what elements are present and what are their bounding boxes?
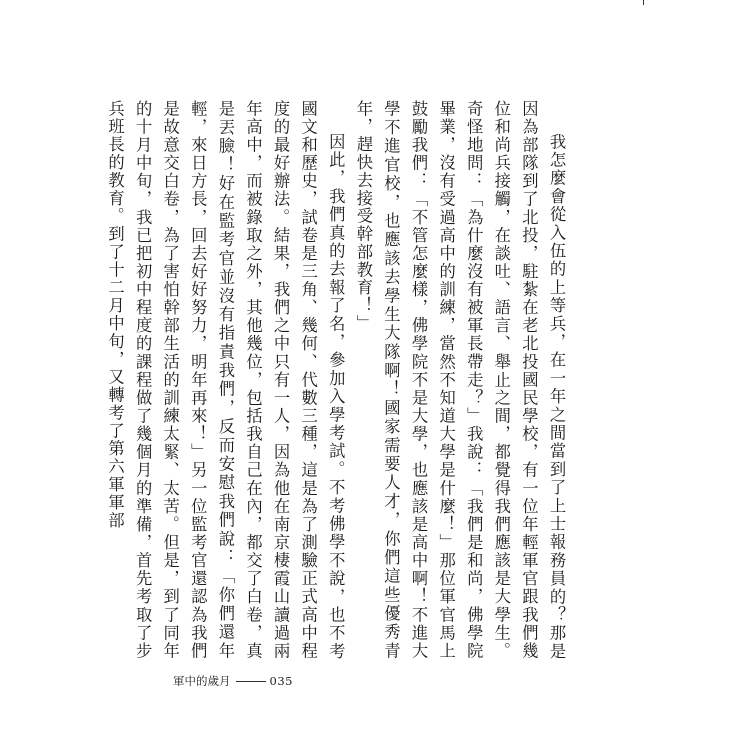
running-chapter-title: 軍中的歲月 bbox=[173, 674, 231, 688]
page-footer bbox=[173, 673, 293, 689]
vertical-text-body bbox=[105, 100, 570, 660]
paragraph-2: 因此，我們真的去報了名，參加入學考試。不考佛學不說，也不考國文和歷史，試卷是三角、幾何、代數三種，這是為了測驗正式高中程度的最好辦法。結果，我們之中只有一人，因為他在南京棲霞山讀過兩年高中，而被錄取之外，其他幾位，包括我自己在內，都交了白卷，真是丟臉！好在監考官並沒有指責我們，反而安慰我們說：「你們還年輕，來日方長，回去好好努力，明年再來！」另一位監考官還認為我們是故意交白卷，為了害怕幹部生活的訓練太緊、太苦。但是，到了同年的十月中旬，我已把初中程度的課程做了幾個月的準備，首先考取了步兵班長的教育。到了十二月中旬，又轉考了第六軍軍部 bbox=[105, 100, 346, 660]
footer-rule bbox=[236, 681, 266, 682]
crop-mark bbox=[643, 0, 644, 5]
paragraph-1: 我怎麼會從入伍的上等兵，在一年之間當到了上士報務員的？那是因為部隊到了北投，駐紮在老北投國民學校，有一位年輕軍官跟我們幾位和尚兵接觸，在談吐、語言、舉止之間，都覺得我們應該是大學生。奇怪地問：「為什麼沒有被軍長帶走？」我說：「我們是和尚，佛學院畢業，沒有受過高中的訓練，當然不知道大學是什麼！」那位軍官馬上鼓勵我們：「不管怎麼樣，佛學院不是大學，也應該是高中啊！不進大學不進官校，也應該去學生大隊啊！國家需要人才，你們這些優秀青年，趕快去接受幹部教育！」 bbox=[353, 100, 566, 660]
page-number: 035 bbox=[269, 674, 293, 688]
